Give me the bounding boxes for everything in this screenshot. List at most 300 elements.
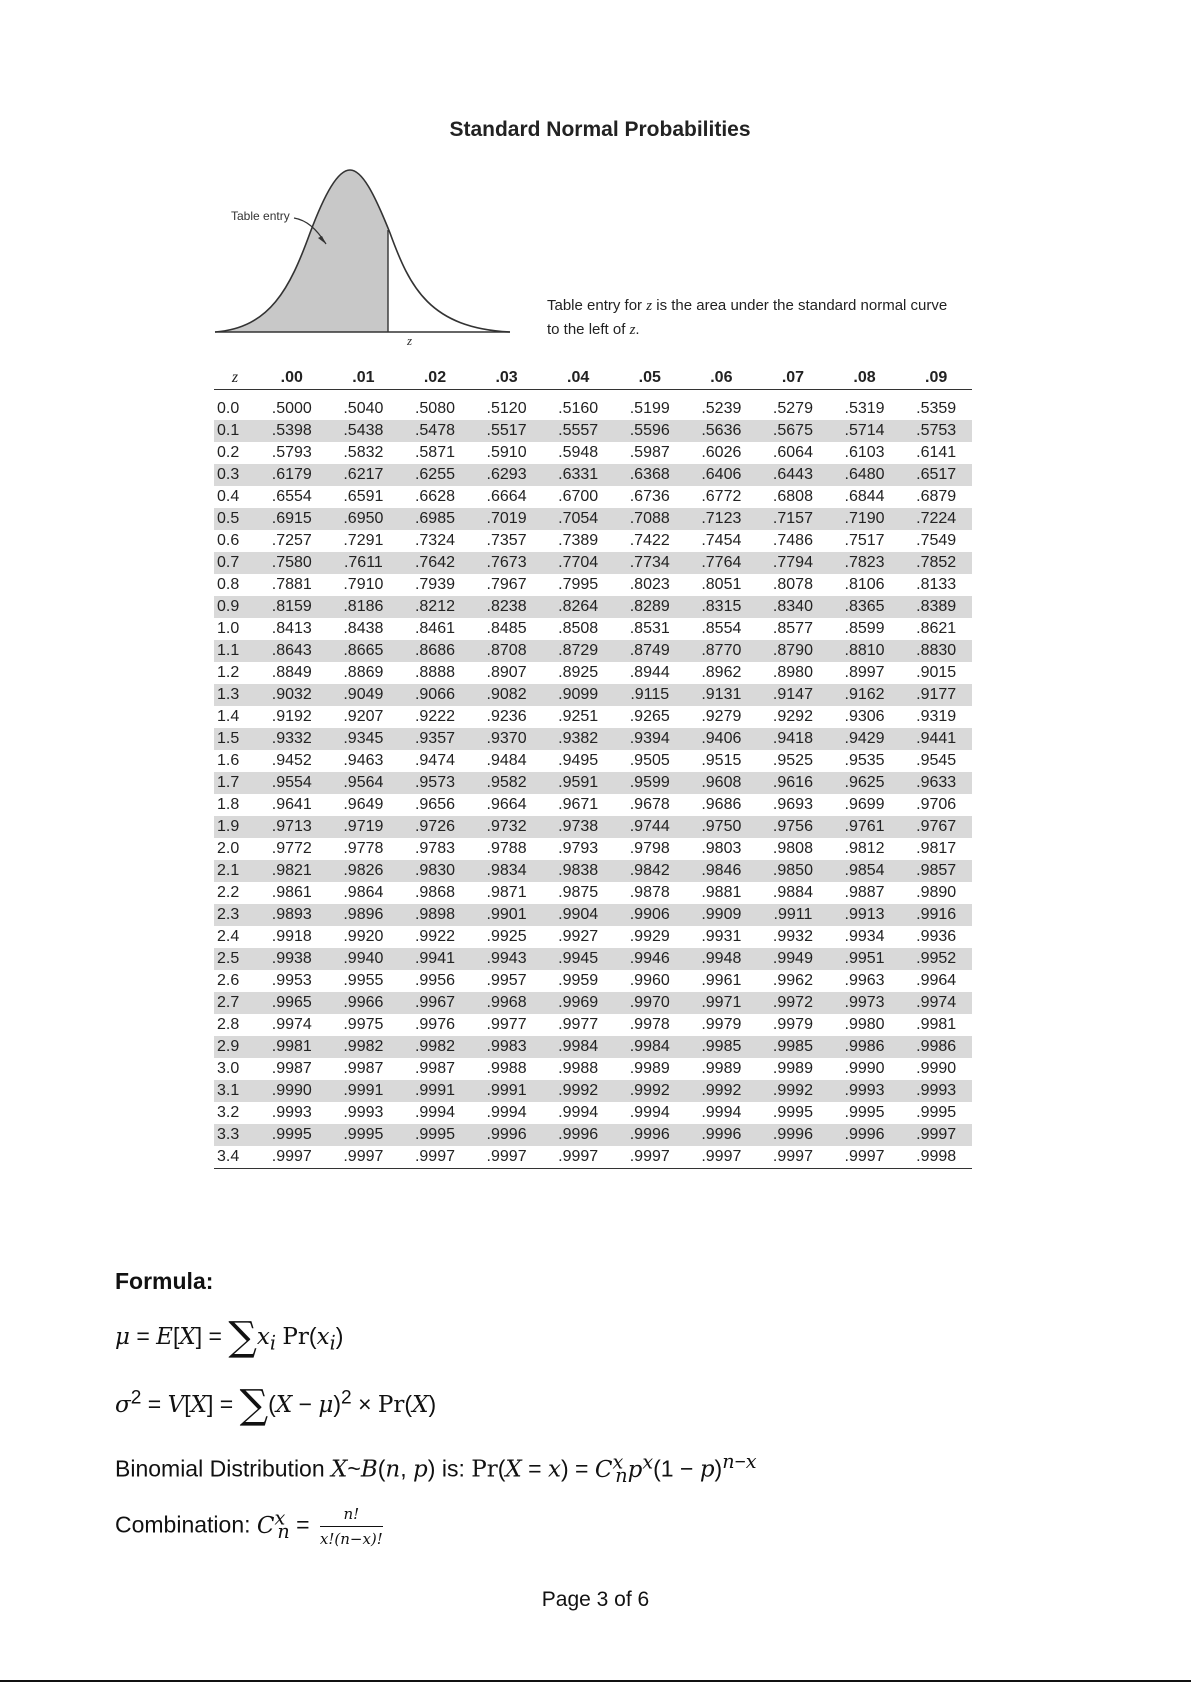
probability-cell: .6736 [629,488,670,505]
probability-cell: .9989 [629,1060,670,1077]
column-header: .07 [757,366,829,390]
probability-cell: .8643 [256,640,328,662]
probability-cell: .7291 [343,532,384,549]
probability-cell: .9887 [844,884,885,901]
probability-cell: .9952 [900,948,972,970]
table-row [214,1102,972,1124]
z-value-cell: 0.4 [217,488,240,505]
shaded-area [215,170,388,332]
probability-cell: .9474 [414,752,455,769]
probability-cell: .9964 [916,972,957,989]
probability-cell: .8508 [558,620,599,637]
probability-cell: .9987 [414,1060,455,1077]
probability-cell: .9922 [414,928,455,945]
probability-cell: .9319 [916,708,957,725]
probability-cell: .9878 [629,884,670,901]
z-value-cell: 1.6 [217,752,240,769]
probability-cell: .9279 [701,708,742,725]
probability-cell: .9994 [701,1104,742,1121]
probability-cell: .9997 [614,1146,686,1169]
probability-cell: .7123 [686,508,758,530]
z-value-cell: 2.0 [217,840,240,857]
probability-cell: .9535 [844,752,885,769]
probability-cell: .7852 [900,552,972,574]
z-value-cell: 2.1 [214,860,256,882]
probability-cell: .9979 [772,1016,813,1033]
probability-cell: .6554 [271,488,312,505]
probability-cell: .7549 [916,532,957,549]
probability-cell: .9452 [271,752,312,769]
probability-cell: .9099 [542,684,614,706]
probability-cell: .9979 [701,1016,742,1033]
probability-cell: .9418 [757,728,829,750]
probability-cell: .9940 [328,948,400,970]
probability-cell: .9970 [614,992,686,1014]
probability-cell: .7881 [271,576,312,593]
probability-cell: .9265 [629,708,670,725]
table-row [214,574,972,596]
probability-cell: .9976 [414,1016,455,1033]
probability-cell: .9996 [829,1124,901,1146]
column-header: .06 [686,366,758,390]
z-value-cell: 0.6 [217,532,240,549]
probability-cell: .8888 [414,664,455,681]
probability-cell: .9981 [916,1016,957,1033]
column-header: .09 [900,366,972,390]
z-value-cell: 2.5 [214,948,256,970]
table-row [214,552,972,574]
probability-cell: .9222 [414,708,455,725]
probability-cell: .8665 [328,640,400,662]
probability-cell: .9641 [271,796,312,813]
probability-cell: .9893 [256,904,328,926]
probability-cell: .9975 [343,1016,384,1033]
probability-cell: .7454 [701,532,742,549]
binomial-prefix: Binomial Distribution [115,1455,332,1482]
probability-cell: .9995 [328,1124,400,1146]
probability-cell: .5398 [256,420,328,442]
table-row [214,860,972,882]
probability-cell: .6368 [614,464,686,486]
table-row [214,706,972,728]
probability-cell: .9357 [399,728,471,750]
probability-cell: .8830 [900,640,972,662]
caption-line-2: to the left of z. [547,321,640,338]
probability-cell: .5040 [343,400,384,417]
probability-cell: .9582 [471,772,543,794]
probability-cell: .9864 [343,884,384,901]
probability-cell: .9756 [757,816,829,838]
probability-cell: .8869 [343,664,384,681]
z-value-cell: 3.1 [214,1080,256,1102]
probability-cell: .7324 [414,532,455,549]
z-table-body [214,390,972,1169]
mean-formula: $\mu = E[X] = \sum x_i$ $Pr(x_i)$ [115,1314,344,1360]
z-value-cell: 2.3 [214,904,256,926]
column-header: .04 [542,366,614,390]
z-value-cell: 2.6 [217,972,240,989]
probability-cell: .9429 [829,728,901,750]
probability-cell: .9974 [900,992,972,1014]
probability-cell: .8264 [542,596,614,618]
probability-cell: .8686 [399,640,471,662]
probability-cell: .8365 [829,596,901,618]
probability-cell: .9911 [757,904,829,926]
probability-cell: .5160 [558,400,599,417]
probability-cell: .9997 [471,1146,543,1169]
probability-cell: .9345 [328,728,400,750]
probability-cell: .9989 [701,1060,742,1077]
probability-cell: .9850 [757,860,829,882]
table-row [214,530,972,552]
probability-cell: .9649 [343,796,384,813]
probability-cell: .9927 [558,928,599,945]
probability-cell: .9713 [256,816,328,838]
z-value-cell: 1.4 [217,708,240,725]
z-value-cell: 2.9 [214,1036,256,1058]
probability-cell: .7257 [271,532,312,549]
table-row [214,684,972,706]
probability-cell: .7088 [614,508,686,530]
table-row [214,1036,972,1058]
probability-cell: .9857 [900,860,972,882]
z-value-cell: 0.9 [214,596,256,618]
probability-cell: .9826 [328,860,400,882]
probability-cell: .9985 [757,1036,829,1058]
z-value-cell: 3.3 [214,1124,256,1146]
z-value-cell: 2.4 [217,928,240,945]
probability-cell: .5753 [900,420,972,442]
probability-cell: .9997 [399,1146,471,1169]
probability-cell: .9982 [399,1036,471,1058]
probability-cell: .9744 [614,816,686,838]
probability-cell: .7580 [256,552,328,574]
probability-cell: .9949 [757,948,829,970]
probability-cell: .9996 [686,1124,758,1146]
probability-cell: .9997 [829,1146,901,1169]
table-row [214,750,972,772]
probability-cell: .9798 [629,840,670,857]
probability-cell: .6064 [772,444,813,461]
probability-cell: .9332 [256,728,328,750]
probability-cell: .9925 [486,928,527,945]
probability-cell: .9808 [772,840,813,857]
probability-cell: .9545 [916,752,957,769]
combination-prefix: Combination: [115,1511,257,1538]
probability-cell: .9871 [486,884,527,901]
probability-cell: .9959 [558,972,599,989]
normal-curve-figure [210,158,520,350]
probability-cell: .9406 [686,728,758,750]
table-row [214,486,972,508]
probability-cell: .9306 [844,708,885,725]
probability-cell: .9986 [829,1036,901,1058]
probability-cell: .9997 [757,1146,829,1169]
probability-cell: .9983 [471,1036,543,1058]
probability-cell: .5239 [701,400,742,417]
probability-cell: .5517 [471,420,543,442]
column-header: .00 [256,366,328,390]
probability-cell: .9370 [471,728,543,750]
probability-cell: .8159 [256,596,328,618]
probability-cell: .9986 [900,1036,972,1058]
probability-cell: .9732 [471,816,543,838]
probability-cell: .6915 [256,508,328,530]
probability-cell: .8554 [701,620,742,637]
probability-cell: .7939 [414,576,455,593]
probability-cell: .9884 [772,884,813,901]
z-value-cell: 1.0 [217,620,240,637]
z-value-cell: 0.2 [217,444,240,461]
probability-cell: .9994 [558,1104,599,1121]
probability-cell: .9991 [471,1080,543,1102]
probability-cell: .9115 [614,684,686,706]
probability-cell: .9564 [328,772,400,794]
probability-cell: .8770 [686,640,758,662]
probability-cell: .9916 [900,904,972,926]
probability-cell: .9441 [900,728,972,750]
probability-cell: .9793 [558,840,599,857]
formula-heading: Formula: [115,1268,214,1294]
probability-cell: .5120 [486,400,527,417]
probability-cell: .9838 [542,860,614,882]
probability-cell: .5557 [542,420,614,442]
probability-cell: .9996 [471,1124,543,1146]
probability-cell: .8849 [271,664,312,681]
z-value-cell: 1.2 [217,664,240,681]
combination-formula: Combination: $C^x_n$ = $\frac{n!}{x!(n-x)!}$ [115,1505,383,1548]
probability-cell: .7673 [471,552,543,574]
probability-cell: .9996 [542,1124,614,1146]
probability-cell: .9678 [629,796,670,813]
probability-cell: .9997 [328,1146,400,1169]
probability-cell: .5596 [614,420,686,442]
probability-cell: .9984 [542,1036,614,1058]
bottom-rule [0,1680,1191,1682]
z-value-cell: 0.0 [217,400,240,417]
probability-cell: .9934 [844,928,885,945]
probability-cell: .9830 [399,860,471,882]
table-entry-label: Table entry [231,209,290,223]
probability-cell: .5359 [916,400,957,417]
probability-cell: .6141 [916,444,957,461]
probability-cell: .9207 [343,708,384,725]
probability-cell: .7019 [471,508,543,530]
probability-cell: .9861 [271,884,312,901]
probability-cell: .6217 [328,464,400,486]
probability-cell: .5987 [629,444,670,461]
probability-cell: .9573 [399,772,471,794]
probability-cell: .9591 [542,772,614,794]
probability-cell: .5478 [399,420,471,442]
probability-cell: .9834 [471,860,543,882]
probability-cell: .6517 [900,464,972,486]
probability-cell: .8051 [701,576,742,593]
probability-cell: .9989 [772,1060,813,1077]
probability-cell: .9131 [686,684,758,706]
combination-fraction: $\frac{n!}{x!(n-x)!}$ [319,1505,383,1548]
probability-cell: .5948 [558,444,599,461]
table-row [214,390,972,421]
probability-cell: .8340 [757,596,829,618]
probability-cell: .5199 [629,400,670,417]
probability-cell: .9977 [486,1016,527,1033]
probability-cell: .9750 [686,816,758,838]
probability-cell: .9898 [399,904,471,926]
probability-cell: .6879 [916,488,957,505]
probability-cell: .9988 [486,1060,527,1077]
z-value-cell: 0.1 [214,420,256,442]
table-row [214,794,972,816]
table-row [214,816,972,838]
probability-cell: .8531 [629,620,670,637]
probability-cell: .9726 [399,816,471,838]
probability-cell: .9783 [414,840,455,857]
column-header: .03 [471,366,543,390]
probability-cell: .9992 [686,1080,758,1102]
probability-cell: .9699 [844,796,885,813]
probability-cell: .9982 [328,1036,400,1058]
z-value-cell: 2.7 [214,992,256,1014]
probability-cell: .9608 [686,772,758,794]
probability-cell: .9987 [343,1060,384,1077]
probability-cell: .9992 [614,1080,686,1102]
probability-cell: .9693 [772,796,813,813]
probability-cell: .7910 [343,576,384,593]
probability-cell: .9951 [829,948,901,970]
probability-cell: .7422 [629,532,670,549]
probability-cell: .9962 [772,972,813,989]
probability-cell: .6480 [829,464,901,486]
probability-cell: .8106 [844,576,885,593]
probability-cell: .6103 [844,444,885,461]
probability-cell: .6700 [558,488,599,505]
probability-cell: .9896 [328,904,400,926]
probability-cell: .9938 [256,948,328,970]
probability-cell: .9997 [256,1146,328,1169]
probability-cell: .9484 [486,752,527,769]
probability-cell: .9664 [486,796,527,813]
probability-cell: .9686 [701,796,742,813]
column-header: .01 [328,366,400,390]
probability-cell: .8729 [542,640,614,662]
probability-cell: .8907 [486,664,527,681]
probability-cell: .9956 [414,972,455,989]
table-row [214,728,972,750]
probability-cell: .9967 [399,992,471,1014]
probability-cell: .9972 [757,992,829,1014]
probability-cell: .9980 [844,1016,885,1033]
page-number: Page 3 of 6 [541,1588,650,1611]
z-value-cell: 3.4 [214,1146,256,1169]
z-value-cell: 3.0 [217,1060,240,1077]
probability-cell: .9969 [542,992,614,1014]
probability-cell: .5871 [414,444,455,461]
probability-cell: .9946 [614,948,686,970]
table-row [214,508,972,530]
probability-cell: .8962 [701,664,742,681]
z-value-cell: 0.3 [214,464,256,486]
z-value-cell: 0.5 [214,508,256,530]
probability-cell: .5910 [486,444,527,461]
table-row [214,618,972,640]
probability-cell: .5793 [271,444,312,461]
probability-cell: .5319 [844,400,885,417]
table-row [214,970,972,992]
probability-cell: .9945 [542,948,614,970]
probability-cell: .8023 [629,576,670,593]
probability-cell: .9913 [829,904,901,926]
probability-cell: .7517 [844,532,885,549]
probability-cell: .9995 [916,1104,957,1121]
probability-cell: .9082 [471,684,543,706]
probability-cell: .8461 [414,620,455,637]
probability-cell: .9236 [486,708,527,725]
z-axis-label: z [407,333,413,348]
probability-cell: .8749 [614,640,686,662]
probability-cell: .9463 [343,752,384,769]
probability-cell: .9032 [256,684,328,706]
z-value-cell: 1.7 [214,772,256,794]
probability-cell: .9671 [558,796,599,813]
probability-cell: .6293 [471,464,543,486]
probability-cell: .7157 [757,508,829,530]
probability-cell: .9920 [343,928,384,945]
probability-cell: .9868 [414,884,455,901]
column-header: .05 [614,366,686,390]
probability-cell: .7734 [614,552,686,574]
probability-cell: .8980 [772,664,813,681]
probability-cell: .8810 [829,640,901,662]
probability-cell: .5636 [686,420,758,442]
probability-cell: .9957 [486,972,527,989]
probability-cell: .7794 [757,552,829,574]
probability-cell: .9633 [900,772,972,794]
z-value-cell: 0.8 [217,576,240,593]
probability-cell: .9971 [686,992,758,1014]
probability-cell: .9948 [686,948,758,970]
probability-cell: .9941 [399,948,471,970]
probability-cell: .9875 [558,884,599,901]
probability-cell: .9997 [542,1146,614,1169]
probability-cell: .9977 [558,1016,599,1033]
probability-cell: .6331 [542,464,614,486]
z-column-header: z [214,366,256,390]
binomial-mid: is: [435,1455,472,1482]
probability-cell: .9995 [844,1104,885,1121]
probability-cell: .6026 [701,444,742,461]
probability-cell: .9985 [686,1036,758,1058]
table-row [214,1080,972,1102]
probability-cell: .9599 [614,772,686,794]
probability-cell: .7823 [829,552,901,574]
probability-cell: .9984 [614,1036,686,1058]
probability-cell: .9854 [829,860,901,882]
probability-cell: .9761 [829,816,901,838]
probability-cell: .9994 [414,1104,455,1121]
probability-cell: .9961 [701,972,742,989]
probability-cell: .6443 [757,464,829,486]
probability-cell: .8315 [686,596,758,618]
probability-cell: .9904 [542,904,614,926]
probability-cell: .9772 [271,840,312,857]
probability-cell: .8289 [614,596,686,618]
probability-cell: .6255 [399,464,471,486]
probability-cell: .6772 [701,488,742,505]
probability-cell: .5714 [829,420,901,442]
probability-cell: .9981 [256,1036,328,1058]
probability-cell: .9554 [256,772,328,794]
